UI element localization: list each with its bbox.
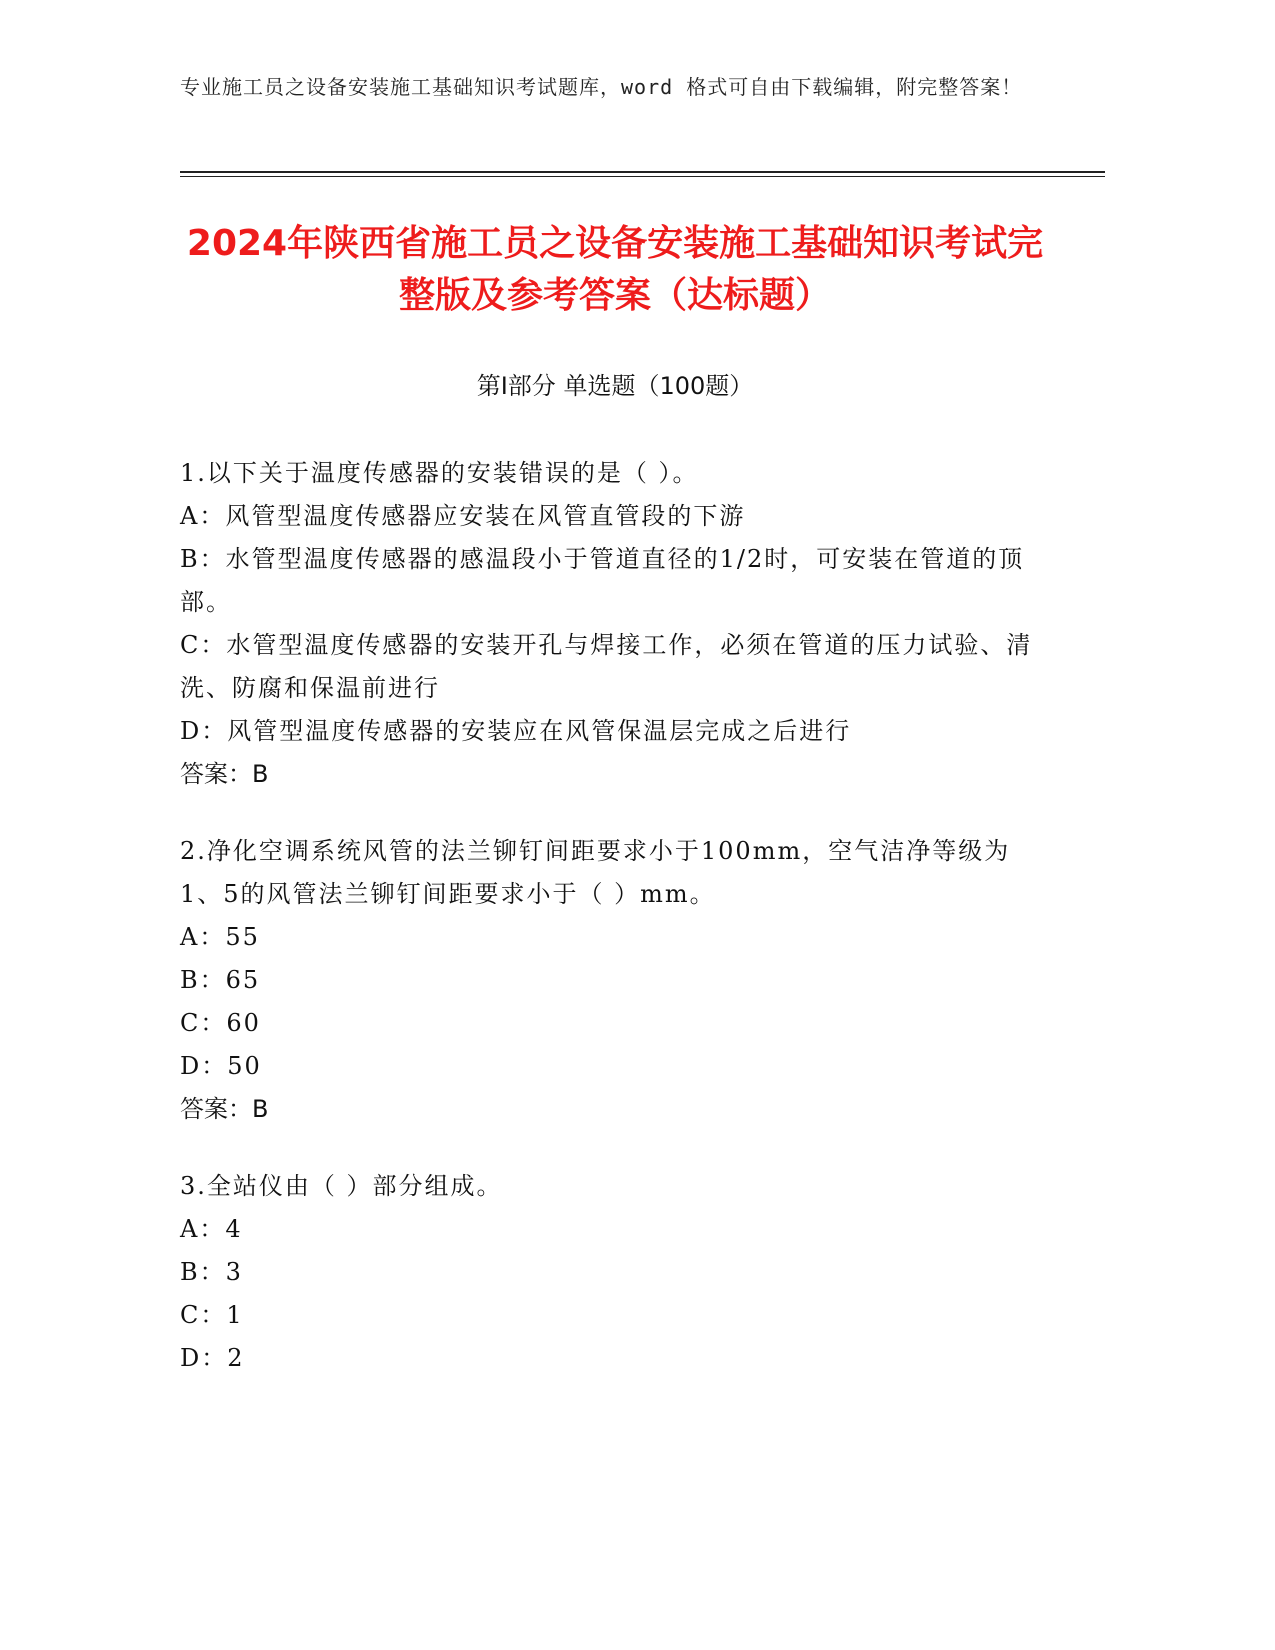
option-c: C：1 (180, 1301, 244, 1329)
header-rule-thick (180, 171, 1105, 173)
question-text: 1.以下关于温度传感器的安装错误的是（ ）。 (180, 459, 699, 487)
option-d: D：2 (180, 1344, 245, 1372)
answer: 答案：B (180, 760, 269, 788)
header-note: 专业施工员之设备安装施工基础知识考试题库，word 格式可自由下载编辑，附完整答案！ (180, 75, 1023, 99)
option-a: A：4 (180, 1215, 243, 1243)
section-title: 第Ⅰ部分 单选题（100题） (476, 372, 754, 400)
option-a: A：风管型温度传感器应安装在风管直管段的下游 (180, 502, 746, 530)
document-title: 2024年陕西省施工员之设备安装施工基础知识考试完整版及参考答案（达标题） (186, 223, 1044, 316)
option-b: B：3 (180, 1258, 243, 1286)
option-d: D：50 (180, 1052, 262, 1080)
option-a: A：55 (180, 923, 260, 951)
option-c: C：水管型温度传感器的安装开孔与焊接工作，必须在管道的压力试验、清洗、防腐和保温前进行 (180, 631, 1033, 702)
option-b: B：65 (180, 966, 261, 994)
option-b: B：水管型温度传感器的感温段小于管道直径的1/2时，可安装在管道的顶部。 (180, 545, 1025, 616)
question-1 (180, 452, 1040, 796)
question-list (180, 452, 1040, 1414)
option-c: C：60 (180, 1009, 261, 1037)
question-3 (180, 1165, 1040, 1380)
answer: 答案：B (180, 1095, 269, 1123)
option-d: D：风管型温度传感器的安装应在风管保温层完成之后进行 (180, 717, 852, 745)
header-rule-thin (180, 176, 1105, 177)
question-text: 2.净化空调系统风管的法兰铆钉间距要求小于100mm，空气洁净等级为1、5的风管法兰铆钉间距要求小于（ ）mm。 (180, 837, 1011, 908)
question-text: 3.全站仪由（ ）部分组成。 (180, 1172, 503, 1200)
question-2 (180, 830, 1040, 1131)
